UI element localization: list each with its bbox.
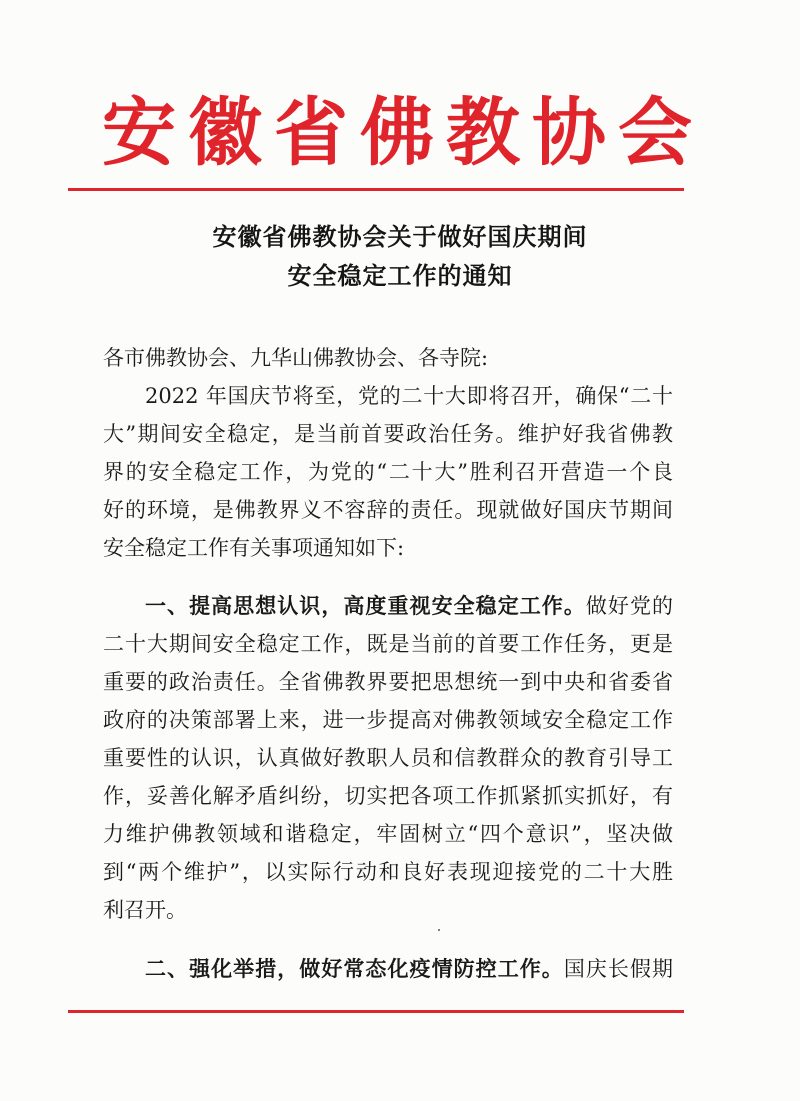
footer-red-rule [68, 1010, 684, 1013]
section-1-line: 政府的决策部署上来，进一步提高对佛教领域安全稳定工作 [103, 708, 673, 732]
document-title-line-2: 安全稳定工作的通知 [287, 262, 513, 290]
organization-letterhead: 安徽省佛教协会 [102, 90, 704, 176]
salutation: 各市佛教协会、九华山佛教协会、各寺院: [103, 346, 489, 370]
intro-line: 好的环境，是佛教界义不容辞的责任。现就做好国庆节期间 [103, 498, 673, 522]
intro-line: 安全稳定工作有关事项通知如下: [103, 536, 405, 560]
scan-speck [438, 929, 440, 931]
section-1-line: 重要性的认识，认真做好教职人员和信教群众的教育引导工 [103, 746, 673, 770]
section-1-line: 到“两个维护”，以实际行动和良好表现迎接党的二十大胜 [103, 860, 673, 884]
letterhead-red-rule [68, 188, 684, 191]
section-2-first-line [145, 951, 673, 987]
section-1-line: 力维护佛教领域和谐稳定，牢固树立“四个意识”，坚决做 [103, 822, 673, 846]
intro-line: 2022 年国庆节将至，党的二十大即将召开，确保“二十 [145, 384, 673, 408]
section-1-heading: 一、提高思想认识，高度重视安全稳定工作。 [145, 594, 586, 618]
section-1-first-line [145, 588, 673, 624]
section-1-line: 利召开。 [103, 898, 187, 922]
intro-line: 界的安全稳定工作，为党的“二十大”胜利召开营造一个良 [103, 460, 673, 484]
section-1-line: 重要的政治责任。全省佛教界要把思想统一到中央和省委省 [103, 670, 673, 694]
section-1-line: 二十大期间安全稳定工作，既是当前的首要工作任务，更是 [103, 632, 673, 656]
document-title-line-1: 安徽省佛教协会关于做好国庆期间 [212, 223, 588, 251]
section-2-heading: 二、强化举措，做好常态化疫情防控工作。 [145, 957, 564, 981]
section-2-first-line-text: 国庆长假期 [563, 957, 674, 981]
section-1-first-line-text: 做好党的 [585, 594, 674, 618]
section-1-line: 作，妥善化解矛盾纠纷，切实把各项工作抓紧抓实抓好，有 [103, 784, 673, 808]
intro-line: 大”期间安全稳定，是当前首要政治任务。维护好我省佛教 [103, 422, 673, 446]
